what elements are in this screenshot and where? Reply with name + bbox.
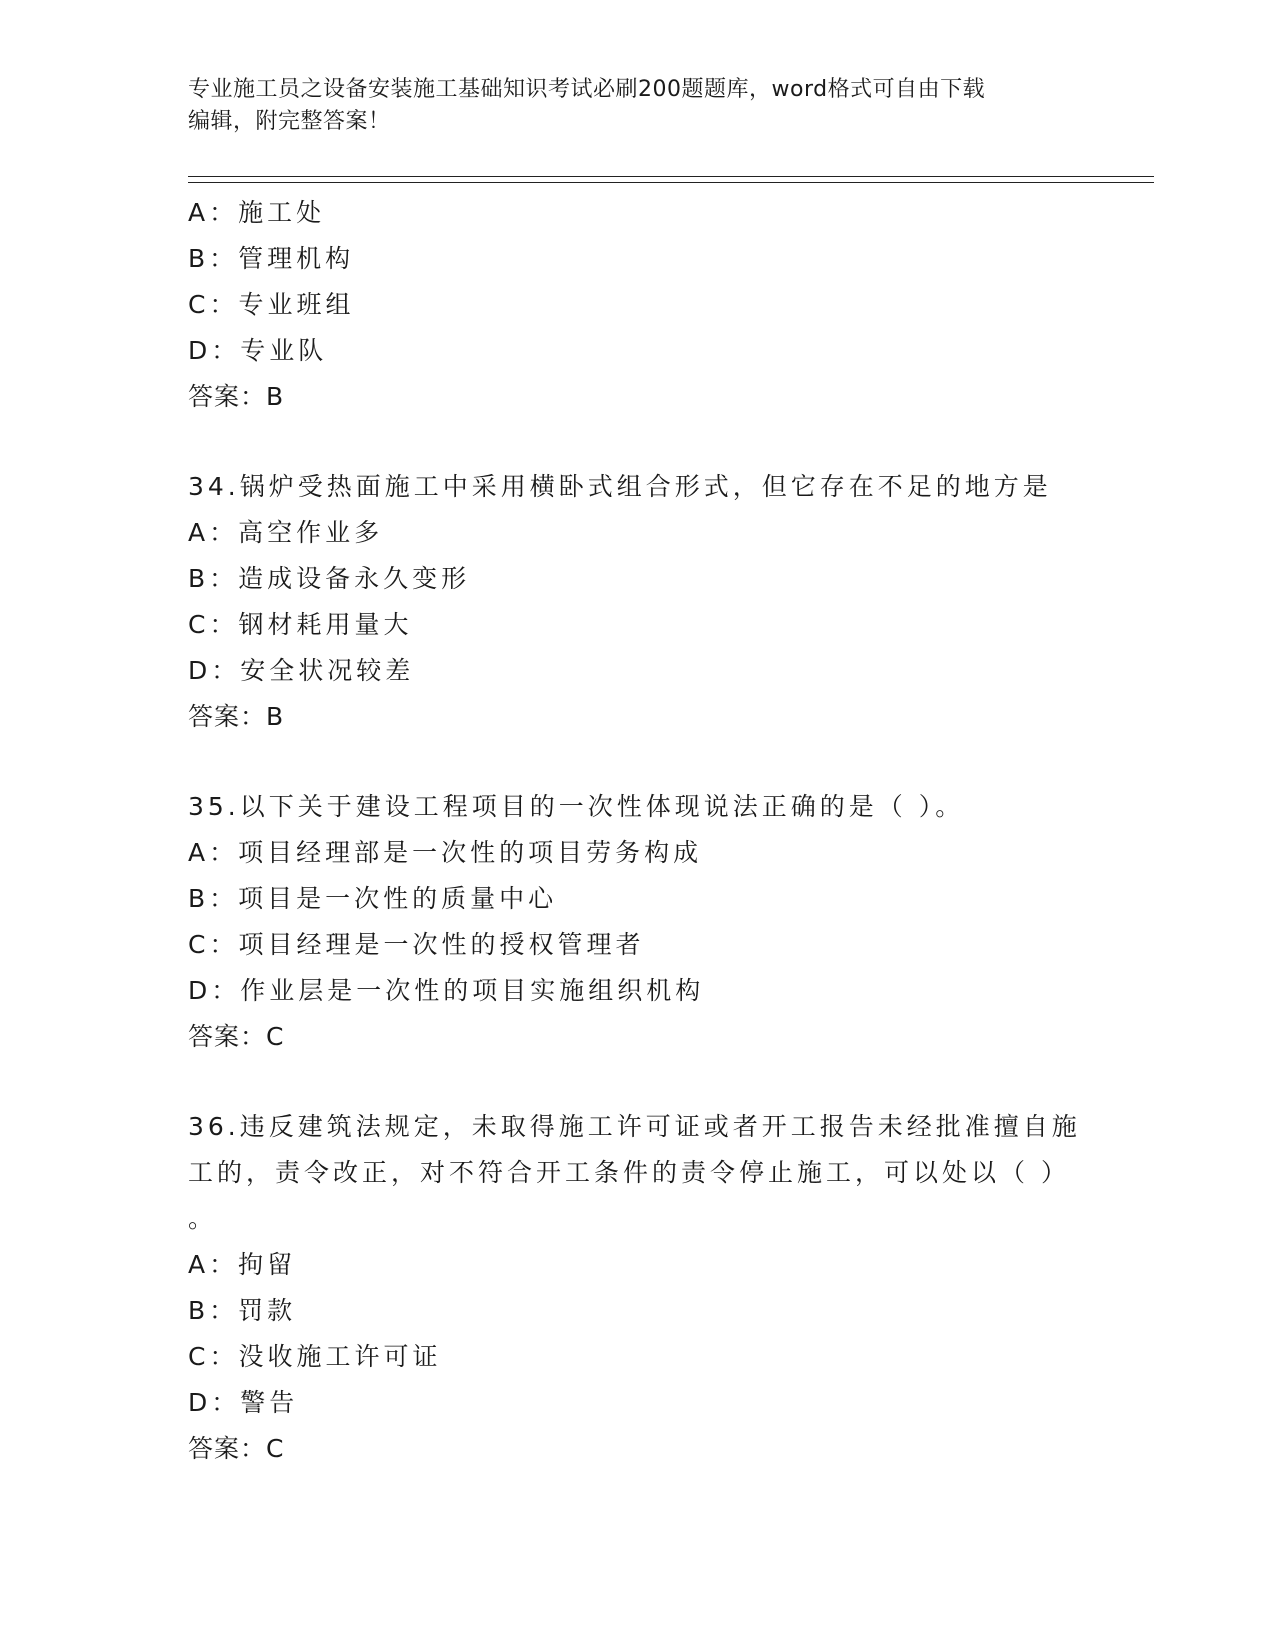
option-a: A：拘留 <box>188 1250 297 1279</box>
question-block-33 <box>188 190 1088 420</box>
option-b: B：罚款 <box>188 1296 297 1325</box>
option-a: A：施工处 <box>188 198 326 227</box>
answer: 答案：C <box>188 1434 285 1463</box>
spacer <box>188 420 1088 464</box>
title-line-2: 编辑，附完整答案！ <box>188 109 391 134</box>
spacer <box>188 740 1088 784</box>
option-b: B：项目是一次性的质量中心 <box>188 884 558 913</box>
option-d: D：专业队 <box>188 336 328 365</box>
question-line-3: 。 <box>188 1204 218 1233</box>
question-block-34 <box>188 464 1088 740</box>
title-line-1: 专业施工员之设备安装施工基础知识考试必刷200题题库，word格式可自由下载 <box>188 77 986 102</box>
option-d: D：作业层是一次性的项目实施组织机构 <box>188 976 705 1005</box>
question-block-35 <box>188 784 1088 1060</box>
spacer <box>188 1060 1088 1104</box>
option-d: D：警告 <box>188 1388 299 1417</box>
question-text: 34.锅炉受热面施工中采用横卧式组合形式，但它存在不足的地方是 <box>188 472 1052 501</box>
question-text <box>188 1104 1081 1242</box>
question-line-1: 36.违反建筑法规定，未取得施工许可证或者开工报告未经批准擅自施 <box>188 1112 1081 1141</box>
option-d: D：安全状况较差 <box>188 656 415 685</box>
document-title <box>188 74 1068 138</box>
option-c: C：项目经理是一次性的授权管理者 <box>188 930 645 959</box>
option-a: A：高空作业多 <box>188 518 384 547</box>
option-a: A：项目经理部是一次性的项目劳务构成 <box>188 838 703 867</box>
option-b: B：造成设备永久变形 <box>188 564 471 593</box>
answer: 答案：B <box>188 702 285 731</box>
header-rule-top <box>188 176 1154 177</box>
option-c: C：专业班组 <box>188 290 355 319</box>
question-block-36 <box>188 1104 1088 1472</box>
answer: 答案：C <box>188 1022 285 1051</box>
question-text: 35.以下关于建设工程项目的一次性体现说法正确的是（ ）。 <box>188 792 965 821</box>
option-c: C：钢材耗用量大 <box>188 610 413 639</box>
question-line-2: 工的，责令改正，对不符合开工条件的责令停止施工，可以处以（ ） <box>188 1158 1070 1187</box>
question-list <box>188 190 1088 1472</box>
option-b: B：管理机构 <box>188 244 355 273</box>
answer: 答案：B <box>188 382 285 411</box>
header-rule-bottom <box>188 182 1154 183</box>
option-c: C：没收施工许可证 <box>188 1342 442 1371</box>
